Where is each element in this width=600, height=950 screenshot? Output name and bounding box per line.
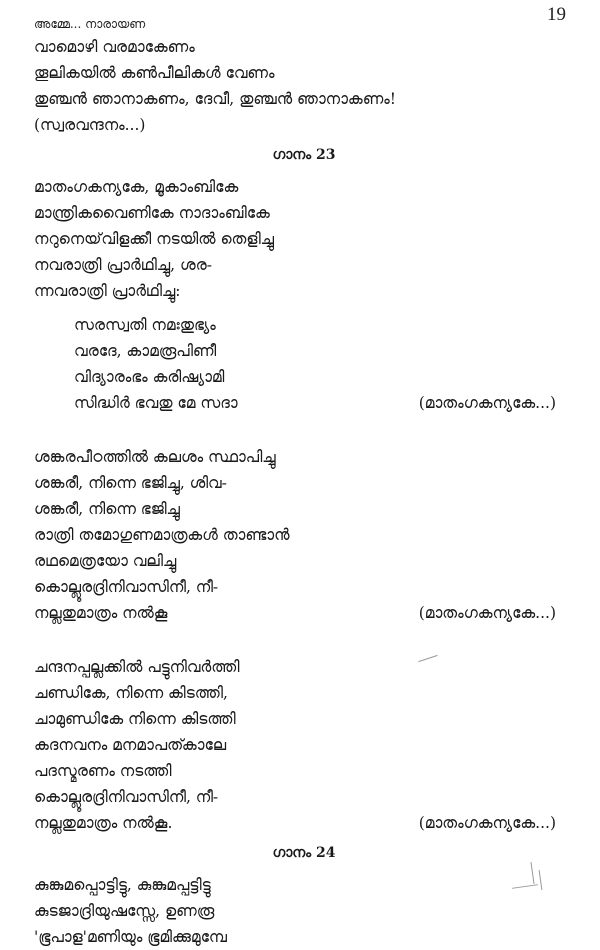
song-23-line: ശങ്കരപീഠത്തിൽ കലശം സ്ഥാപിച്ചു	[34, 448, 276, 466]
intro-small-line: അമ്മേ... നാരായണ	[34, 17, 146, 31]
song-23-line: ന്നവരാത്രി പ്രാർഥിച്ചു:	[34, 282, 181, 300]
page-number: 19	[547, 4, 566, 25]
song-24-title: ഗാനം 24	[272, 845, 336, 861]
intro-line: തൂലികയിൽ കൺപീലികൾ വേണം	[34, 64, 275, 82]
refrain-label: (മാതംഗകന്യകേ...)	[418, 814, 556, 832]
song-23-line: കൊല്ലൂരദ്രിനിവാസിനീ, നീ-	[34, 788, 219, 806]
song-23-line: രാത്രി തമോഗുണമാത്രകൾ താണ്ടാൻ	[34, 526, 290, 544]
intro-line: വാമൊഴി വരമാകേണം	[34, 38, 195, 56]
song-23-line: ചന്ദനപ്പല്ലക്കിൽ പട്ടുനിവർത്തി	[34, 658, 240, 676]
song-23-line: ചാമുണ്ഡികേ നിന്നെ കിടത്തി	[34, 710, 236, 728]
song-24-line: 'ഭൂപാള'മണിയും ഭൂമിക്കുമുമ്പേ	[34, 928, 227, 946]
page-content	[34, 14, 574, 950]
prayer-line: വിദ്യാരംഭം കരിഷ്യാമി	[74, 368, 225, 386]
refrain-label: (മാതംഗകന്യകേ...)	[418, 604, 556, 622]
song-23-line: പദസ്മരണം നടത്തി	[34, 762, 172, 780]
song-23-line: ശങ്കരീ, നിന്നെ ഭജിച്ചു	[34, 500, 180, 518]
song-23-line: ശങ്കരീ, നിന്നെ ഭജിച്ചു, ശിവ-	[34, 474, 227, 492]
song-23-line: നല്ലതുമാത്രം നൽകൂ.	[34, 814, 173, 832]
refrain-label: (മാതംഗകന്യകേ...)	[418, 394, 556, 412]
song-23-line: മാന്ത്രികവൈണികേ നാദാംബികേ	[34, 204, 270, 222]
song-23-line: നറുനെയ്‌വിളക്കീ നടയിൽ തെളിച്ചു	[34, 230, 274, 248]
song-23-line-with-refrain	[34, 600, 556, 626]
song-23-line: നല്ലതുമാത്രം നൽകൂ	[34, 604, 168, 622]
prayer-line-with-refrain	[34, 390, 556, 416]
song-23-line-with-refrain	[34, 810, 556, 836]
song-23-line: ചണ്ഡികേ, നിന്നെ കിടത്തി,	[34, 684, 228, 702]
prayer-line: സരസ്വതി നമഃതുഭ്യം	[74, 316, 216, 334]
intro-line: (സ്വരവന്ദനം...)	[34, 116, 146, 134]
song-23-line: മാതംഗകന്യകേ, മൂകാംബികേ	[34, 178, 239, 196]
song-23-title: ഗാനം 23	[272, 147, 336, 163]
song-23-line: കദനവനം മനമാപത്കാലേ	[34, 736, 227, 754]
song-23-line: നവരാത്രി പ്രാർഥിച്ചു, ശര-	[34, 256, 212, 274]
intro-line: തുഞ്ചൻ ഞാനാകണം, ദേവീ, തുഞ്ചൻ ഞാനാകണം!	[34, 90, 396, 108]
song-23-line: രഥമെത്രയോ വലിച്ചു	[34, 552, 177, 570]
prayer-line: വരദേ, കാമരൂപിണീ	[74, 342, 217, 360]
song-24-line: കുടജാദ്രിയുഷസ്സേ, ഉണരൂ	[34, 902, 215, 920]
song-23-line: കൊല്ലൂരദ്രിനിവാസിനീ, നീ-	[34, 578, 219, 596]
prayer-line: സിദ്ധിർ ഭവതു മേ സദാ	[74, 394, 238, 412]
song-24-line: കുങ്കുമപ്പൊട്ടിട്ടു, കുങ്കുമപ്പട്ടിട്ടു	[34, 876, 211, 894]
